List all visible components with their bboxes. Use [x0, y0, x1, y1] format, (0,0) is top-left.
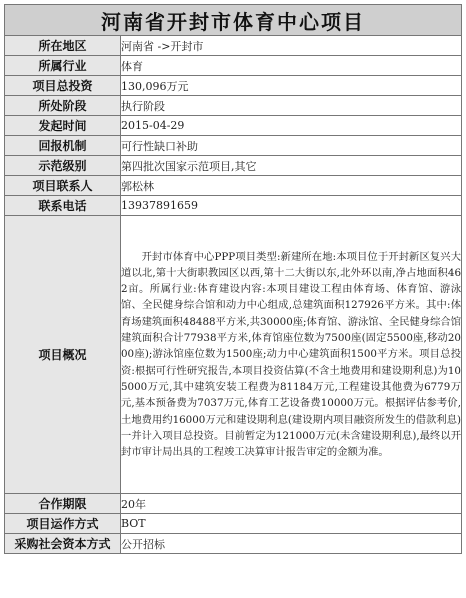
row-region: [5, 36, 462, 56]
return-mechanism-label: 回报机制: [5, 136, 121, 156]
row-industry: [5, 56, 462, 76]
operation-mode-label: 项目运作方式: [5, 514, 121, 534]
row-cooperation-period: [5, 494, 462, 514]
procurement-method-label: 采购社会资本方式: [5, 534, 121, 554]
contact-label: 项目联系人: [5, 176, 121, 196]
overview-label: 项目概况: [5, 216, 121, 494]
return-mechanism-value: 可行性缺口补助: [121, 136, 462, 156]
cooperation-period-label: 合作期限: [5, 494, 121, 514]
launch-date-label: 发起时间: [5, 116, 121, 136]
demo-level-label: 示范级别: [5, 156, 121, 176]
project-info-table: [4, 35, 462, 554]
industry-value: 体育: [121, 56, 462, 76]
row-overview: [5, 216, 462, 494]
overview-text: 开封市体育中心PPP项目类型:新建所在地:本项目位于开封新区复兴大道以北,第十大街职教园区以西,第十二大街以东,北外环以南,净占地面积462亩。所属行业:体育建设内容:本项目建设工程由体育场、体育馆、游泳馆、全民健身综合馆和动力中心组成,总建筑面积127926平方米。其中:体育场建筑面积48488平方米,共30000座;体育馆、游泳馆、全民健身综合馆建筑面积合计77938平方米,体育馆座位数为7500座(固定5500座,移动2000座);游泳馆座位数为1500座;动力中心建筑面积1500平方米。项目总投资:根据可行性研究报告,本项目投资估算(不含土地费用和建设期利息)为105000万元,其中建筑安装工程费为81184万元,工程建设其他费为6779万元,基本预备费为7037万元,体育工艺设备费10000万元。根据评估参考价,土地费用约16000万元和建设期利息(建设期内项目融资所发生的借款利息)一并计入项目总投资。目前暂定为121000万元(未含建设期利息),最终以开封市审计局出具的工程竣工决算审计报告审定的金额为准。: [121, 250, 461, 459]
phone-value: 13937891659: [121, 196, 462, 216]
row-total-investment: [5, 76, 462, 96]
procurement-method-value: 公开招标: [121, 534, 462, 554]
launch-date-value: 2015-04-29: [121, 116, 462, 136]
overview-cell: [121, 216, 462, 494]
row-operation-mode: [5, 514, 462, 534]
total-investment-label: 项目总投资: [5, 76, 121, 96]
row-stage: [5, 96, 462, 116]
phone-label: 联系电话: [5, 196, 121, 216]
page-title: 河南省开封市体育中心项目: [4, 4, 462, 36]
stage-value: 执行阶段: [121, 96, 462, 116]
cooperation-period-value: 20年: [121, 494, 462, 514]
industry-label: 所属行业: [5, 56, 121, 76]
row-phone: [5, 196, 462, 216]
stage-label: 所处阶段: [5, 96, 121, 116]
region-value: 河南省 ->开封市: [121, 36, 462, 56]
row-return-mechanism: [5, 136, 462, 156]
demo-level-value: 第四批次国家示范项目,其它: [121, 156, 462, 176]
row-contact: [5, 176, 462, 196]
region-label: 所在地区: [5, 36, 121, 56]
row-procurement-method: [5, 534, 462, 554]
total-investment-value: 130,096万元: [121, 76, 462, 96]
operation-mode-value: BOT: [121, 514, 462, 534]
row-launch-date: [5, 116, 462, 136]
contact-value: 郭松林: [121, 176, 462, 196]
row-demo-level: [5, 156, 462, 176]
